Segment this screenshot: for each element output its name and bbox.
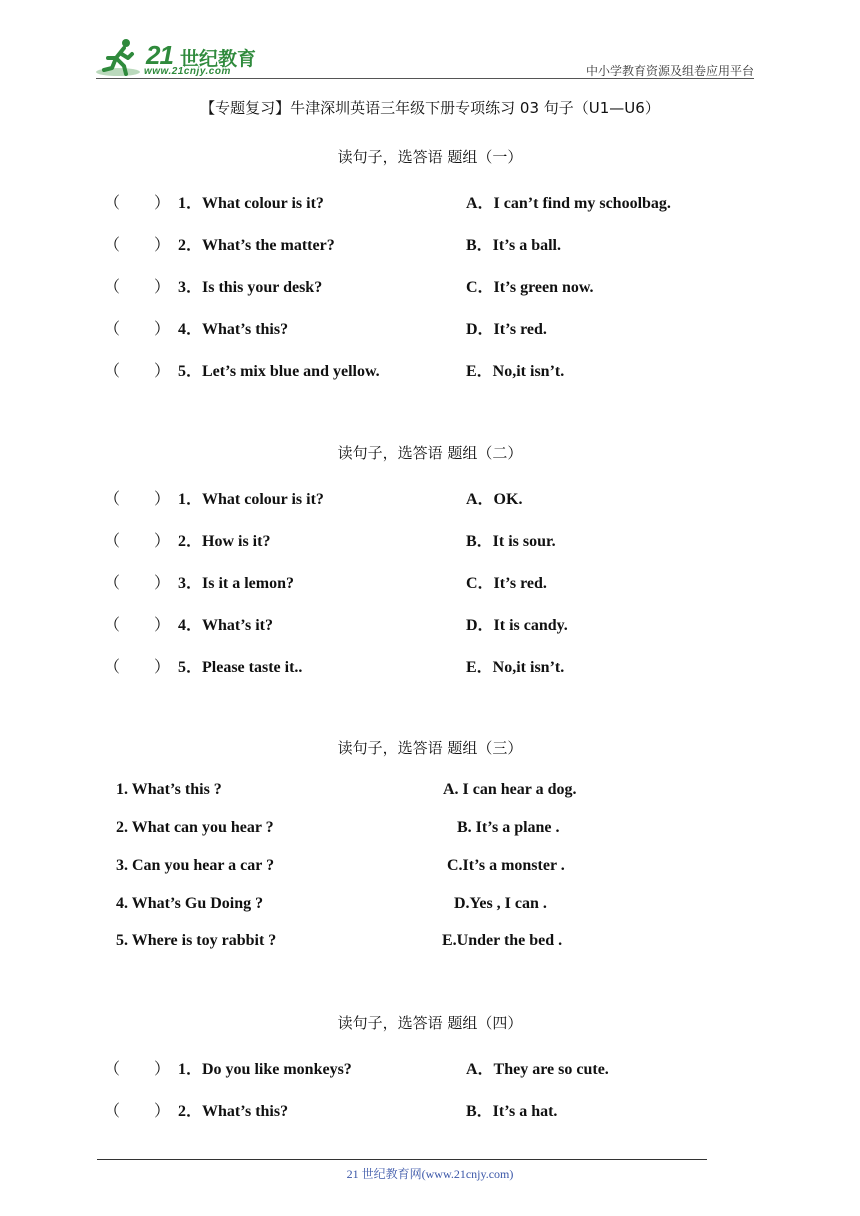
answer-blank-close: ） xyxy=(154,237,171,254)
logo-number: 21 xyxy=(146,40,173,70)
section-title-4: 读句子，选答语 题组（四） xyxy=(337,1014,523,1032)
question-text: 1．Do you like monkeys? xyxy=(178,1061,352,1078)
answer-blank-open: （ xyxy=(104,659,121,676)
header-platform-text: 中小学教育资源及组卷应用平台 xyxy=(585,64,754,78)
logo-url: www.21cnjy.com xyxy=(144,66,231,77)
section-title-3: 读句子，选答语 题组（三） xyxy=(337,739,523,757)
footer-text: 21 世纪教育网(www.21cnjy.com) xyxy=(346,1167,514,1181)
answer-option: B．It is sour. xyxy=(466,533,556,550)
question-text: 2．What’s this? xyxy=(178,1103,289,1120)
answer-option: A. I can hear a dog. xyxy=(443,781,577,798)
answer-option: C．It’s red. xyxy=(466,575,547,592)
question-text: 2. What can you hear ? xyxy=(116,819,274,836)
question-text: 5．Let’s mix blue and yellow. xyxy=(178,363,380,380)
question-text: 4．What’s it? xyxy=(178,617,273,634)
question-text: 3. Can you hear a car ? xyxy=(116,857,275,874)
logo-text: 世纪教育 xyxy=(180,48,257,70)
answer-option: E.Under the bed . xyxy=(442,932,563,949)
question-text: 4. What’s Gu Doing ? xyxy=(116,895,264,912)
answer-blank-open: （ xyxy=(104,1103,121,1120)
answer-option: C．It’s green now. xyxy=(466,279,594,296)
answer-option: B．It’s a ball. xyxy=(466,237,561,254)
answer-blank-close: ） xyxy=(154,575,171,592)
answer-blank-close: ） xyxy=(154,491,171,508)
answer-blank-open: （ xyxy=(104,1061,121,1078)
answer-blank-close: ） xyxy=(154,1061,171,1078)
site-logo xyxy=(96,36,276,80)
answer-blank-open: （ xyxy=(104,491,121,508)
answer-option: B. It’s a plane . xyxy=(457,819,560,836)
question-text: 2．What’s the matter? xyxy=(178,237,335,254)
question-text: 1．What colour is it? xyxy=(178,195,324,212)
answer-blank-open: （ xyxy=(104,363,121,380)
question-text: 1. What’s this ? xyxy=(116,781,222,798)
answer-option: A．I can’t find my schoolbag. xyxy=(466,195,671,212)
answer-blank-open: （ xyxy=(104,321,121,338)
answer-blank-close: ） xyxy=(154,363,171,380)
answer-blank-open: （ xyxy=(104,195,121,212)
footer-divider xyxy=(97,1159,707,1160)
question-text: 4．What’s this? xyxy=(178,321,289,338)
answer-blank-close: ） xyxy=(154,617,171,634)
answer-option: E．No,it isn’t. xyxy=(466,363,565,380)
answer-option: E．No,it isn’t. xyxy=(466,659,565,676)
runner-logo-icon xyxy=(96,36,146,78)
question-text: 5. Where is toy rabbit ? xyxy=(116,932,277,949)
answer-blank-open: （ xyxy=(104,533,121,550)
answer-blank-close: ） xyxy=(154,321,171,338)
answer-blank-close: ） xyxy=(154,533,171,550)
question-text: 3．Is it a lemon? xyxy=(178,575,295,592)
answer-blank-open: （ xyxy=(104,279,121,296)
section-title-2: 读句子，选答语 题组（二） xyxy=(337,444,523,462)
answer-option: D．It’s red. xyxy=(466,321,547,338)
header-divider xyxy=(96,78,754,79)
question-text: 2．How is it? xyxy=(178,533,271,550)
answer-option: B．It’s a hat. xyxy=(466,1103,558,1120)
answer-option: D.Yes , I can . xyxy=(454,895,547,912)
answer-blank-close: ） xyxy=(154,279,171,296)
answer-blank-close: ） xyxy=(154,1103,171,1120)
answer-blank-close: ） xyxy=(154,659,171,676)
answer-option: D．It is candy. xyxy=(466,617,568,634)
section-title-1: 读句子，选答语 题组（一） xyxy=(337,148,523,166)
question-text: 3．Is this your desk? xyxy=(178,279,323,296)
question-text: 1．What colour is it? xyxy=(178,491,324,508)
answer-blank-close: ） xyxy=(154,195,171,212)
answer-option: A．They are so cute. xyxy=(466,1061,609,1078)
answer-option: C.It’s a monster . xyxy=(447,857,565,874)
answer-option: A．OK. xyxy=(466,491,523,508)
question-text: 5．Please taste it.. xyxy=(178,659,303,676)
answer-blank-open: （ xyxy=(104,617,121,634)
answer-blank-open: （ xyxy=(104,237,121,254)
answer-blank-open: （ xyxy=(104,575,121,592)
page-title: 【专题复习】牛津深圳英语三年级下册专项练习 03 句子（U1—U6） xyxy=(200,99,660,117)
